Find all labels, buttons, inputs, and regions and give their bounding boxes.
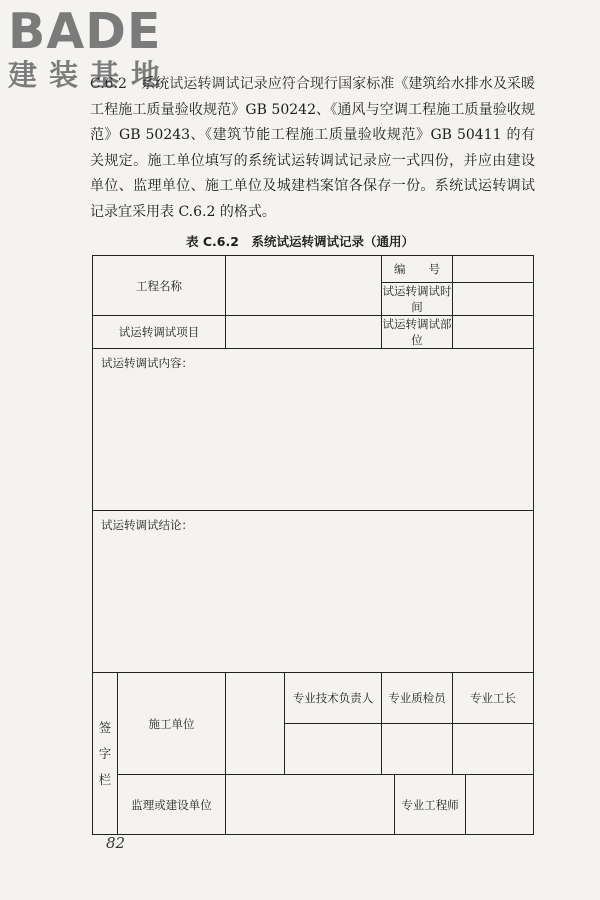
number-label: 编 号	[382, 256, 453, 283]
test-run-record-form	[92, 255, 534, 835]
test-conclusion-area[interactable]	[93, 511, 534, 673]
foreman-label: 专业工长	[453, 673, 534, 724]
body-paragraph	[90, 72, 535, 225]
number-value[interactable]	[453, 256, 534, 283]
table-caption: 表 C.6.2 系统试运转调试记录（通用）	[186, 234, 414, 249]
tech-lead-signature[interactable]	[285, 724, 382, 775]
signature-column-label	[93, 673, 118, 835]
signature-column-text: 签字栏	[98, 719, 112, 787]
supervision-unit-label: 监理或建设单位	[118, 775, 226, 835]
logo-subtitle: 建装基地	[8, 58, 173, 92]
test-location-label: 试运转调试部位	[382, 317, 452, 347]
construction-unit-label: 施工单位	[118, 673, 226, 775]
supervision-unit-value[interactable]	[226, 775, 395, 835]
test-content-label: 试运转调试内容：	[101, 356, 193, 370]
test-content-area[interactable]	[93, 349, 534, 511]
engineer-label: 专业工程师	[395, 775, 466, 835]
logo-brand: BADE	[8, 3, 162, 60]
test-item-label: 试运转调试项目	[93, 316, 226, 349]
test-conclusion-label: 试运转调试结论：	[101, 518, 193, 532]
project-name-label: 工程名称	[93, 256, 226, 316]
paragraph-lead: C.6.2 系统试运转调试记录应符合现行国家标准	[90, 76, 395, 92]
test-time-label: 试运转调试时间	[382, 284, 452, 314]
foreman-signature[interactable]	[453, 724, 534, 775]
construction-unit-value[interactable]	[226, 673, 285, 775]
test-item-value[interactable]	[226, 316, 382, 349]
test-time-value[interactable]	[453, 283, 534, 316]
quality-inspector-signature[interactable]	[382, 724, 453, 775]
page-number: 82	[106, 834, 126, 852]
tech-lead-label: 专业技术负责人	[285, 673, 382, 724]
quality-inspector-label: 专业质检员	[382, 673, 453, 724]
engineer-signature[interactable]	[466, 775, 534, 835]
paragraph-text: 《建筑给水排水及采暖工程施工质量验收规范》GB 50242、《通风与空调工程施工质量验收规范》GB 50243、《建筑节能工程施工质量验收规范》GB 50411 的有关规定。施工单位填写的系统试运转调试记录应一式四份，并应由建设单位、监理单位、施工单位及城建档案馆各保存一份。系统试运转调试记录宜采用表 C.6.2 的格式。	[90, 76, 535, 220]
test-location-value[interactable]	[453, 316, 534, 349]
project-name-value[interactable]	[226, 256, 382, 316]
